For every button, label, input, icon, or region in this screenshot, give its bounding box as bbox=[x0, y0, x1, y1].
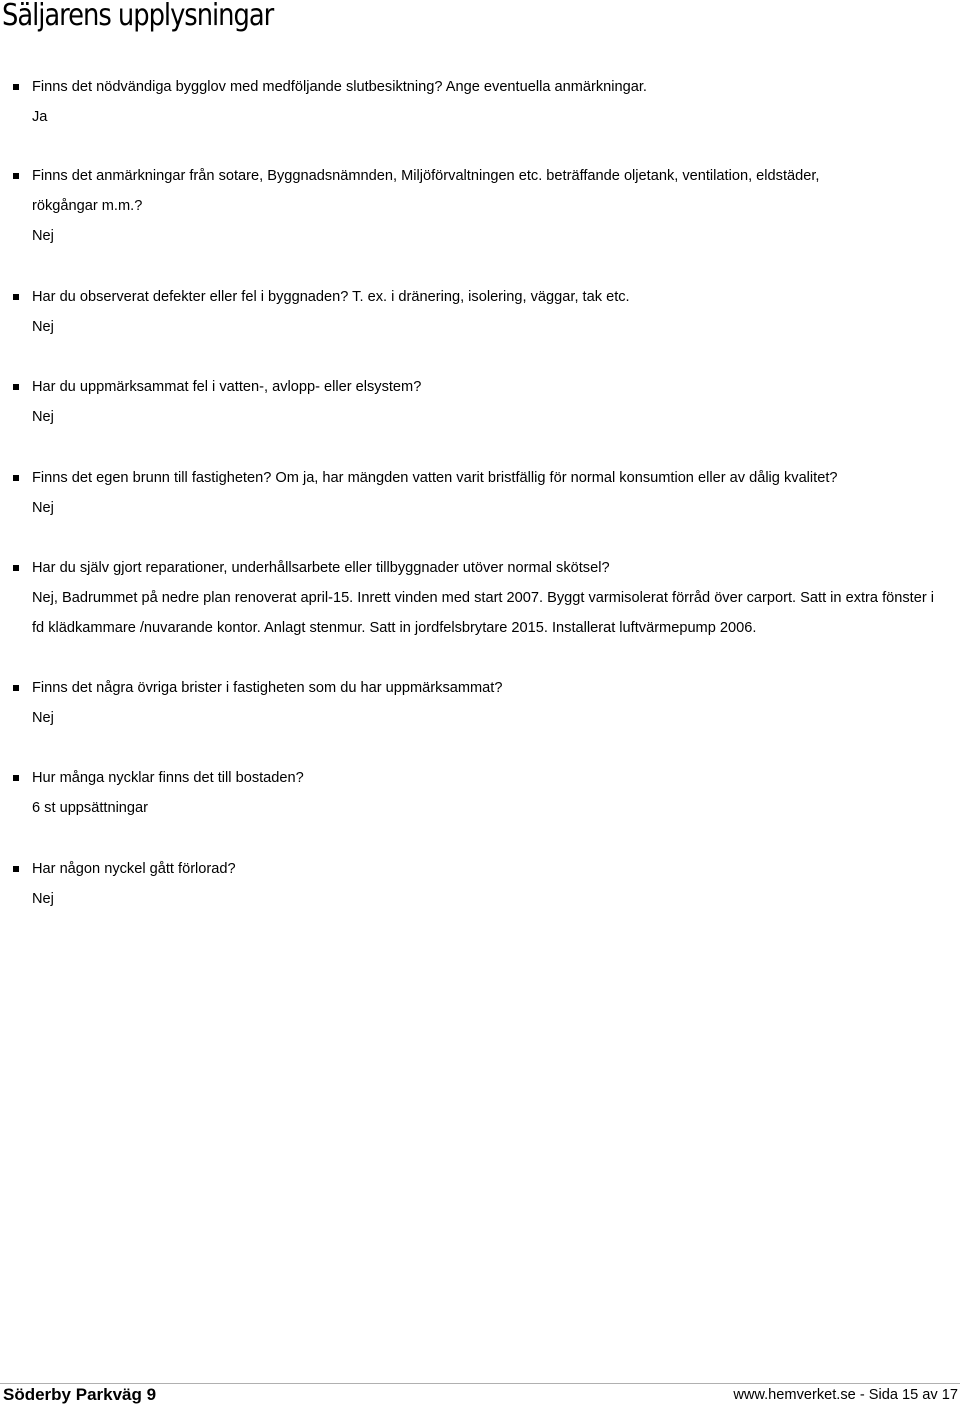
answer-text: Nej, Badrummet på nedre plan renoverat april-15. Inrett vinden med start 2007. Byggt varmisolerat förråd över carport. Satt in extra fönster i fd klädkammare /nuvarande kontor. Anlagt stenmur. Satt in jordfelsbrytare 2015. Installerat luftvärmepump 2006. bbox=[32, 590, 935, 636]
question-text: Finns det anmärkningar från sotare, Byggnadsnämnden, Miljöförvaltningen etc. beträffande oljetank, ventilation, eldstäder, rökgångar m.m.? bbox=[0, 161, 960, 221]
qa-item bbox=[0, 372, 960, 432]
question-text: Finns det några övriga brister i fastigheten som du har uppmärksammat? bbox=[0, 673, 960, 703]
answer-text: Nej bbox=[32, 319, 54, 335]
question-text: Har någon nyckel gått förlorad? bbox=[0, 854, 960, 884]
answer-text: Nej bbox=[32, 891, 54, 907]
qa-item bbox=[0, 463, 960, 523]
bullet-icon bbox=[13, 173, 19, 179]
bullet-icon bbox=[13, 866, 19, 872]
answer-text: Nej bbox=[32, 409, 54, 425]
answer-text: Nej bbox=[32, 500, 54, 516]
qa-item bbox=[0, 161, 960, 251]
qa-item bbox=[0, 673, 960, 733]
bullet-icon bbox=[13, 775, 19, 781]
bullet-icon bbox=[13, 84, 19, 90]
answer-text: Ja bbox=[32, 109, 48, 125]
qa-item bbox=[0, 763, 960, 823]
bullet-icon bbox=[13, 475, 19, 481]
question-text: Finns det nödvändiga bygglov med medföljande slutbesiktning? Ange eventuella anmärkningar. bbox=[0, 72, 960, 102]
question-text: Har du själv gjort reparationer, underhållsarbete eller tillbyggnader utöver normal skötsel? bbox=[0, 553, 960, 583]
question-text: Finns det egen brunn till fastigheten? Om ja, har mängden vatten varit bristfällig för normal konsumtion eller av dålig kvalitet? bbox=[0, 463, 960, 493]
footer-address: Söderby Parkväg 9 bbox=[3, 1385, 157, 1404]
qa-item bbox=[0, 854, 960, 914]
answer-text: 6 st uppsättningar bbox=[32, 800, 149, 816]
page-title: Säljarens upplysningar bbox=[2, 0, 274, 33]
answer-text: Nej bbox=[32, 710, 54, 726]
qa-item bbox=[0, 553, 960, 643]
qa-item bbox=[0, 72, 960, 132]
bullet-icon bbox=[13, 384, 19, 390]
footer-page-info: www.hemverket.se - Sida 15 av 17 bbox=[733, 1387, 958, 1403]
bullet-icon bbox=[13, 294, 19, 300]
question-text: Har du observerat defekter eller fel i byggnaden? T. ex. i dränering, isolering, väggar, tak etc. bbox=[0, 282, 960, 312]
answer-text: Nej bbox=[32, 228, 54, 244]
question-text: Har du uppmärksammat fel i vatten-, avlopp- eller elsystem? bbox=[0, 372, 960, 402]
question-text: Hur många nycklar finns det till bostaden? bbox=[0, 763, 960, 793]
qa-item bbox=[0, 282, 960, 342]
bullet-icon bbox=[13, 565, 19, 571]
bullet-icon bbox=[13, 685, 19, 691]
